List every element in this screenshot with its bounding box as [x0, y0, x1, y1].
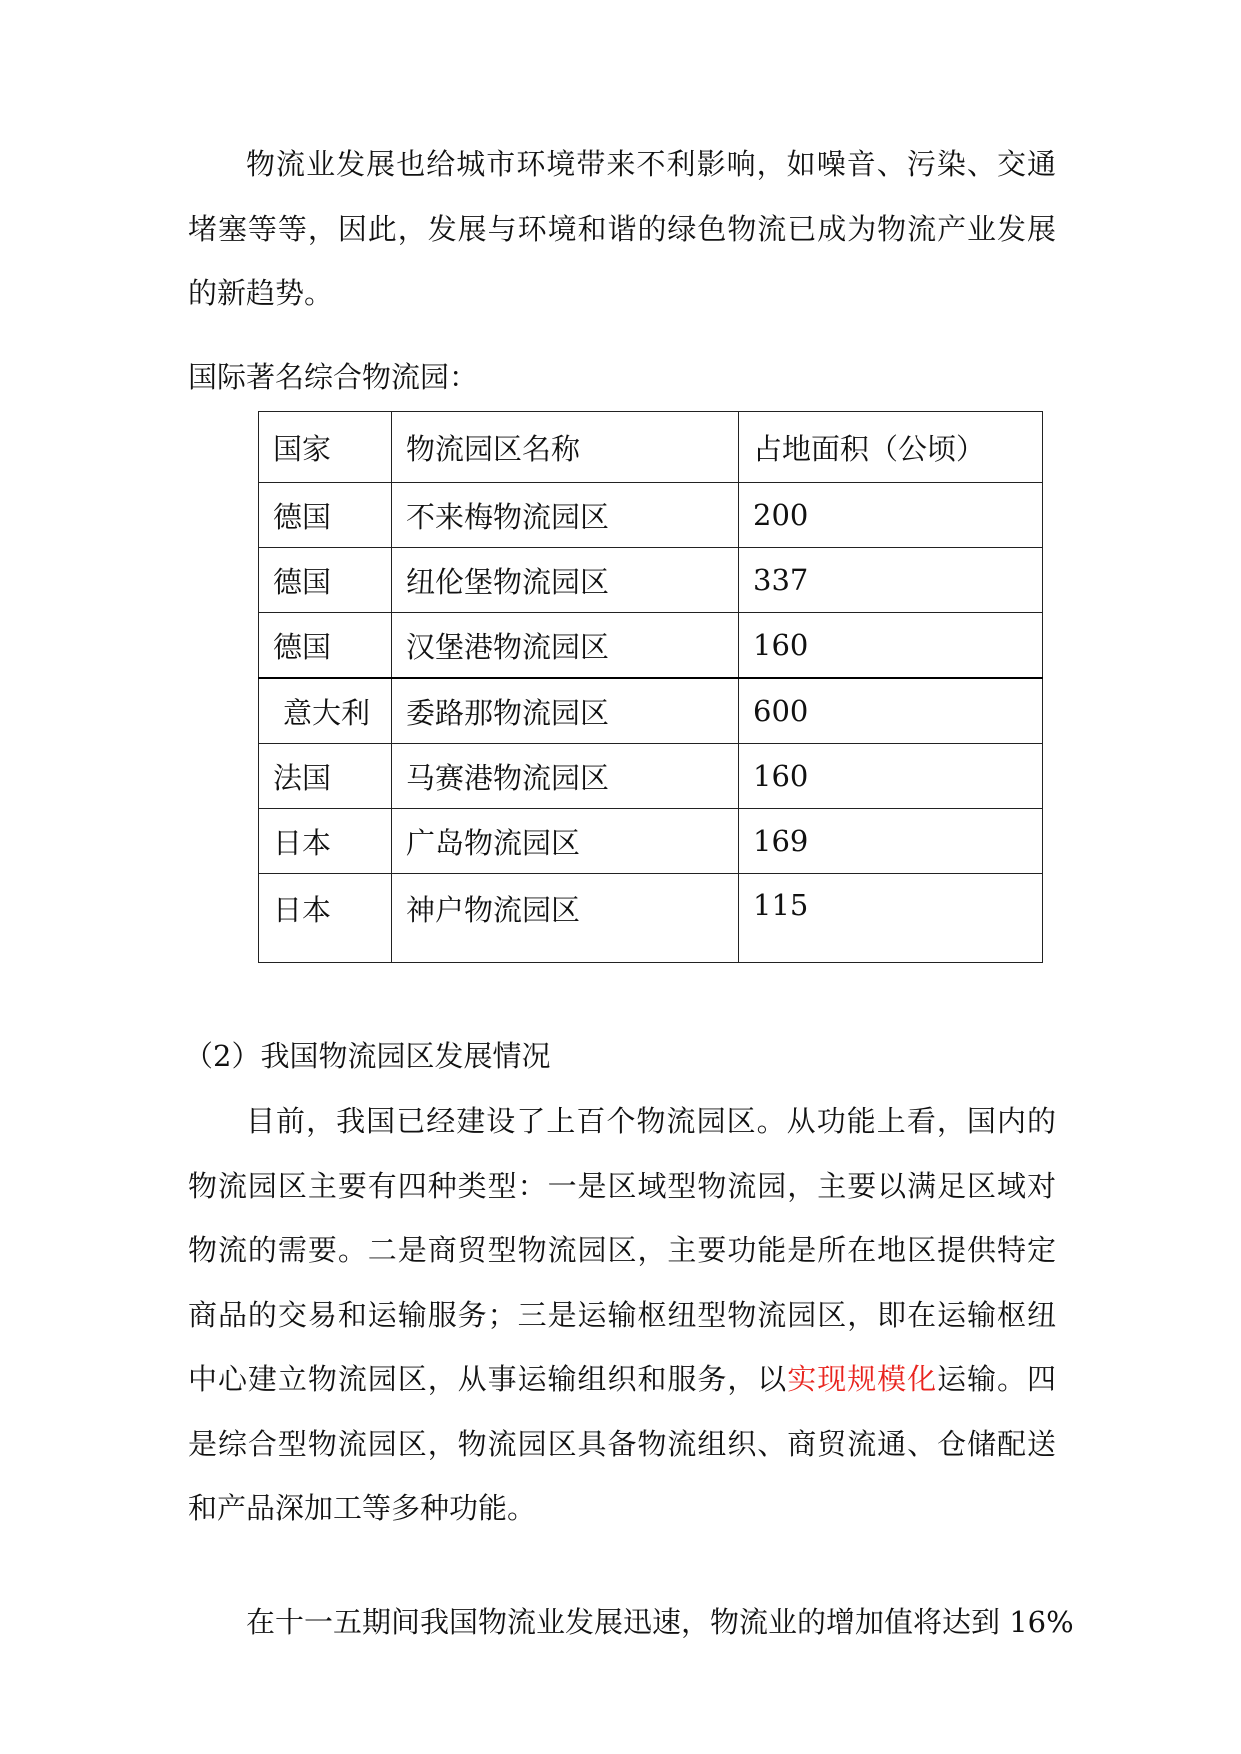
- cell-area: 337: [739, 548, 1043, 613]
- cell-country: 日本: [259, 809, 392, 874]
- cell-country: 德国: [259, 613, 392, 679]
- cell-country: 德国: [259, 483, 392, 548]
- table-caption: 国际著名综合物流园：: [188, 360, 479, 394]
- cell-park-name: 委路那物流园区: [392, 678, 739, 744]
- cell-area: 160: [739, 744, 1043, 809]
- table-row: [259, 874, 1043, 963]
- table-header-row: [259, 412, 1043, 483]
- closing-paragraph: 在十一五期间我国物流业发展迅速，物流业的增加值将达到 16%: [246, 1605, 1074, 1639]
- highlighted-text: 实现规模化: [787, 1362, 938, 1396]
- table-row: [259, 744, 1043, 809]
- cell-area: 600: [739, 678, 1043, 744]
- header-area: 占地面积（公顷）: [739, 412, 1043, 483]
- cell-area: 200: [739, 483, 1043, 548]
- header-park-name: 物流园区名称: [392, 412, 739, 483]
- table-row: [259, 483, 1043, 548]
- cell-park-name: 纽伦堡物流园区: [392, 548, 739, 613]
- cell-country: 德国: [259, 548, 392, 613]
- body-text-part1: 目前，我国已经建设了上百个物流园区。从功能上看，国内的物流园区主要有四种类型：一是区域型物流园，主要以满足区域对物流的需要。二是商贸型物流园区，主要功能是所在地区提供特定商品的交易和运输服务；三是运输枢纽型物流园区，即在运输枢纽中心建立物流园区，从事运输组织和服务，以: [188, 1104, 1056, 1396]
- body-text-part2: 运输。四是综合型物流园区，物流园区具备物流组织、商贸流通、仓储配送和产品深加工等多种功能。: [188, 1362, 1056, 1525]
- body-paragraph: [188, 1089, 1056, 1541]
- intro-paragraph: 物流业发展也给城市环境带来不利影响，如噪音、污染、交通堵塞等等，因此，发展与环境和谐的绿色物流已成为物流产业发展的新趋势。: [188, 147, 1056, 310]
- cell-area: 115: [739, 874, 1043, 963]
- table-row: [259, 613, 1043, 679]
- cell-area: 169: [739, 809, 1043, 874]
- logistics-parks-table: [258, 411, 1043, 963]
- cell-country: 意大利: [259, 678, 392, 744]
- cell-country: 日本: [259, 874, 392, 963]
- cell-park-name: 汉堡港物流园区: [392, 613, 739, 679]
- table-row: [259, 548, 1043, 613]
- cell-park-name: 马赛港物流园区: [392, 744, 739, 809]
- section-heading: （2）我国物流园区发展情况: [184, 1039, 551, 1073]
- cell-park-name: 不来梅物流园区: [392, 483, 739, 548]
- cell-park-name: 广岛物流园区: [392, 809, 739, 874]
- table-row: [259, 809, 1043, 874]
- header-country: 国家: [259, 412, 392, 483]
- table-row: [259, 678, 1043, 744]
- cell-area: 160: [739, 613, 1043, 679]
- cell-park-name: 神户物流园区: [392, 874, 739, 963]
- cell-country: 法国: [259, 744, 392, 809]
